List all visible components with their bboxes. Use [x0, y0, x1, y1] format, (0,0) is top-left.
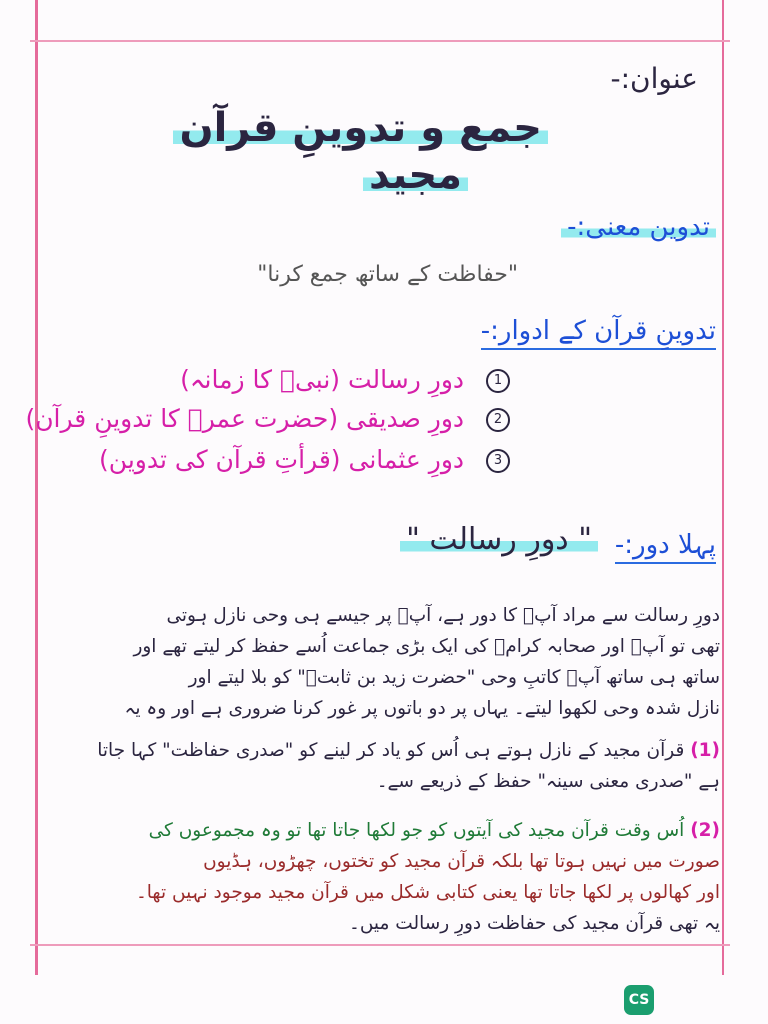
paragraph-line: تھی تو آپؐ اور صحابہ کرامؓ کی ایک بڑی جماعت اُسے حفظ کر لیتے تھے اور — [133, 636, 720, 657]
paragraph-intro — [60, 600, 720, 724]
list-number-2: 2 — [486, 408, 510, 432]
point-2 — [60, 815, 720, 939]
paragraph-line: اور کھالوں پر لکھا جاتا تھا یعنی کتابی شکل میں قرآن مجید موجود نہیں تھا۔ — [135, 882, 720, 903]
list-number-1: 1 — [486, 369, 510, 393]
margin-line-right — [722, 0, 724, 975]
adwar-item-3-text: دورِ عثمانی (قرأتِ قرآن کی تدوین) — [99, 445, 465, 474]
title-line1-text: جمع و تدوینِ قرآن — [173, 105, 548, 151]
tadween-meaning: "حفاظت کے ساتھ جمع کرنا" — [257, 262, 518, 287]
camscanner-logo: CS — [624, 985, 654, 1015]
adwar-item-2 — [25, 404, 510, 433]
adwar-label-text: تدوینِ قرآن کے ادوار:- — [481, 316, 716, 350]
adwar-item-1-text: دورِ رسالت (نبیؐ کا زمانہ) — [180, 365, 465, 394]
margin-line-top — [30, 40, 730, 42]
title-line2-text: مجید — [363, 152, 468, 198]
page-title-line2 — [363, 152, 468, 198]
adwar-item-2-text: دورِ صدیقی (حضرت عمرؓ کا تدوینِ قرآن) — [25, 404, 465, 433]
paragraph-line: اُس وقت قرآن مجید کی آیتوں کو جو لکھا جاتا تھا تو وہ مجموعوں کی — [148, 820, 685, 841]
list-number-3: 3 — [486, 449, 510, 473]
paragraph-line: یہ تھی قرآن مجید کی حفاظت دورِ رسالت میں۔ — [349, 913, 720, 934]
pehla-title-text: " دورِ رسالت " — [400, 522, 598, 557]
page-title-line1 — [173, 105, 548, 151]
point-2-number: (2) — [690, 820, 720, 841]
paragraph-line: قرآن مجید کے نازل ہوتے ہی اُس کو یاد کر لینے کو "صدری حفاظت" کہا جاتا — [97, 740, 685, 761]
tadween-label-text: تدوین معنی:- — [561, 212, 716, 242]
paragraph-line: ہے "صدری معنی سینہ" حفظ کے ذریعے سے۔ — [376, 771, 720, 792]
paragraph-line: نازل شدہ وحی لکھوا لیتے۔ یہاں پر دو باتوں پر غور کرنا ضروری ہے اور وہ یہ — [124, 698, 720, 719]
pehla-label — [615, 530, 716, 560]
paragraph-line: دورِ رسالت سے مراد آپؐ کا دور ہے، آپؐ پر جیسے ہی وحی نازل ہوتی — [166, 605, 720, 626]
pehla-title — [400, 522, 598, 557]
pehla-label-text: پہلا دور:- — [615, 530, 716, 564]
point-1-number: (1) — [690, 740, 720, 761]
paragraph-line: صورت میں نہیں ہوتا تھا بلکہ قرآن مجید کو تختوں، چھڑوں، ہڈیوں — [203, 851, 720, 872]
tadween-label — [561, 212, 716, 242]
margin-line-bottom — [30, 944, 730, 946]
heading-label: عنوان:- — [610, 62, 698, 95]
adwar-label — [481, 316, 716, 346]
point-1 — [60, 735, 720, 797]
adwar-item-1 — [180, 365, 510, 394]
paragraph-line: ساتھ ہی ساتھ آپؐ کاتبِ وحی "حضرت زید بن ثابتؓ" کو بلا لیتے اور — [188, 667, 720, 688]
margin-line-left — [35, 0, 38, 975]
adwar-item-3 — [99, 445, 510, 474]
